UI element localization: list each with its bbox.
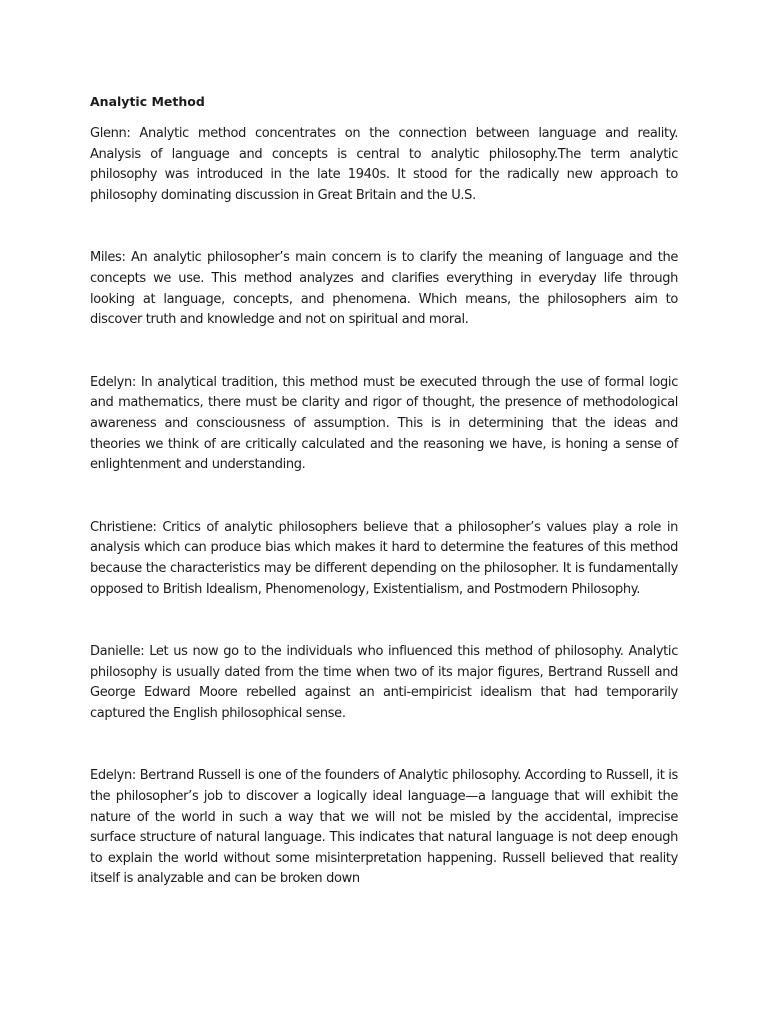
paragraph-edelyn-2: Edelyn: Bertrand Russell is one of the founders of Analytic philosophy. According to Russell, it is the philosopher’s job to discover a logically ideal language—a language that will exhibit the nature of the world in such a way that we will not be misled by the accidental, imprecise surface structure of natural language. This indicates that natural language is not deep enough to explain the world without some misinterpretation happening. Russell believed that reality itself is analyzable and can be broken down (90, 768, 678, 887)
paragraph-christiene: Christiene: Critics of analytic philosophers believe that a philosopher’s values play a role in analysis which can produce bias which makes it hard to determine the features of this method because the characteristics may be different depending on the philosopher. It is fundamentally opposed to British Idealism, Phenomenology, Existentialism, and Postmodern Philosophy. (90, 519, 678, 597)
paragraph-edelyn-1: Edelyn: In analytical tradition, this method must be executed through the use of formal logic and mathematics, there must be clarity and rigor of thought, the presence of methodological awareness and consciousness of assumption. This is in determining that the ideas and theories we think of are critically calculated and the reasoning we have, is honing a sense of enlightenment and understanding. (90, 374, 678, 473)
paragraph-danielle: Danielle: Let us now go to the individuals who influenced this method of philosophy. Analytic philosophy is usually dated from the time when two of its major figures, Bertrand Russell and George Edward Moore rebelled against an anti-empiricist idealism that had temporarily captured the English philosophical sense. (90, 644, 678, 721)
document-title: Analytic Method (90, 94, 205, 109)
paragraph-glenn: Glenn: Analytic method concentrates on the connection between language and reality. Analysis of language and concepts is central to analytic philosophy.The term analytic philosophy was introduced in the late 1940s. It stood for the radically new approach to philosophy dominating discussion in Great Britain and the U.S. (90, 126, 678, 203)
paragraph-miles: Miles: An analytic philosopher’s main concern is to clarify the meaning of language and the concepts we use. This method analyzes and clarifies everything in everyday life through looking at language, concepts, and phenomena. Which means, the philosophers aim to discover truth and knowledge and not on spiritual and moral. (90, 250, 678, 328)
document-page (90, 92, 678, 932)
